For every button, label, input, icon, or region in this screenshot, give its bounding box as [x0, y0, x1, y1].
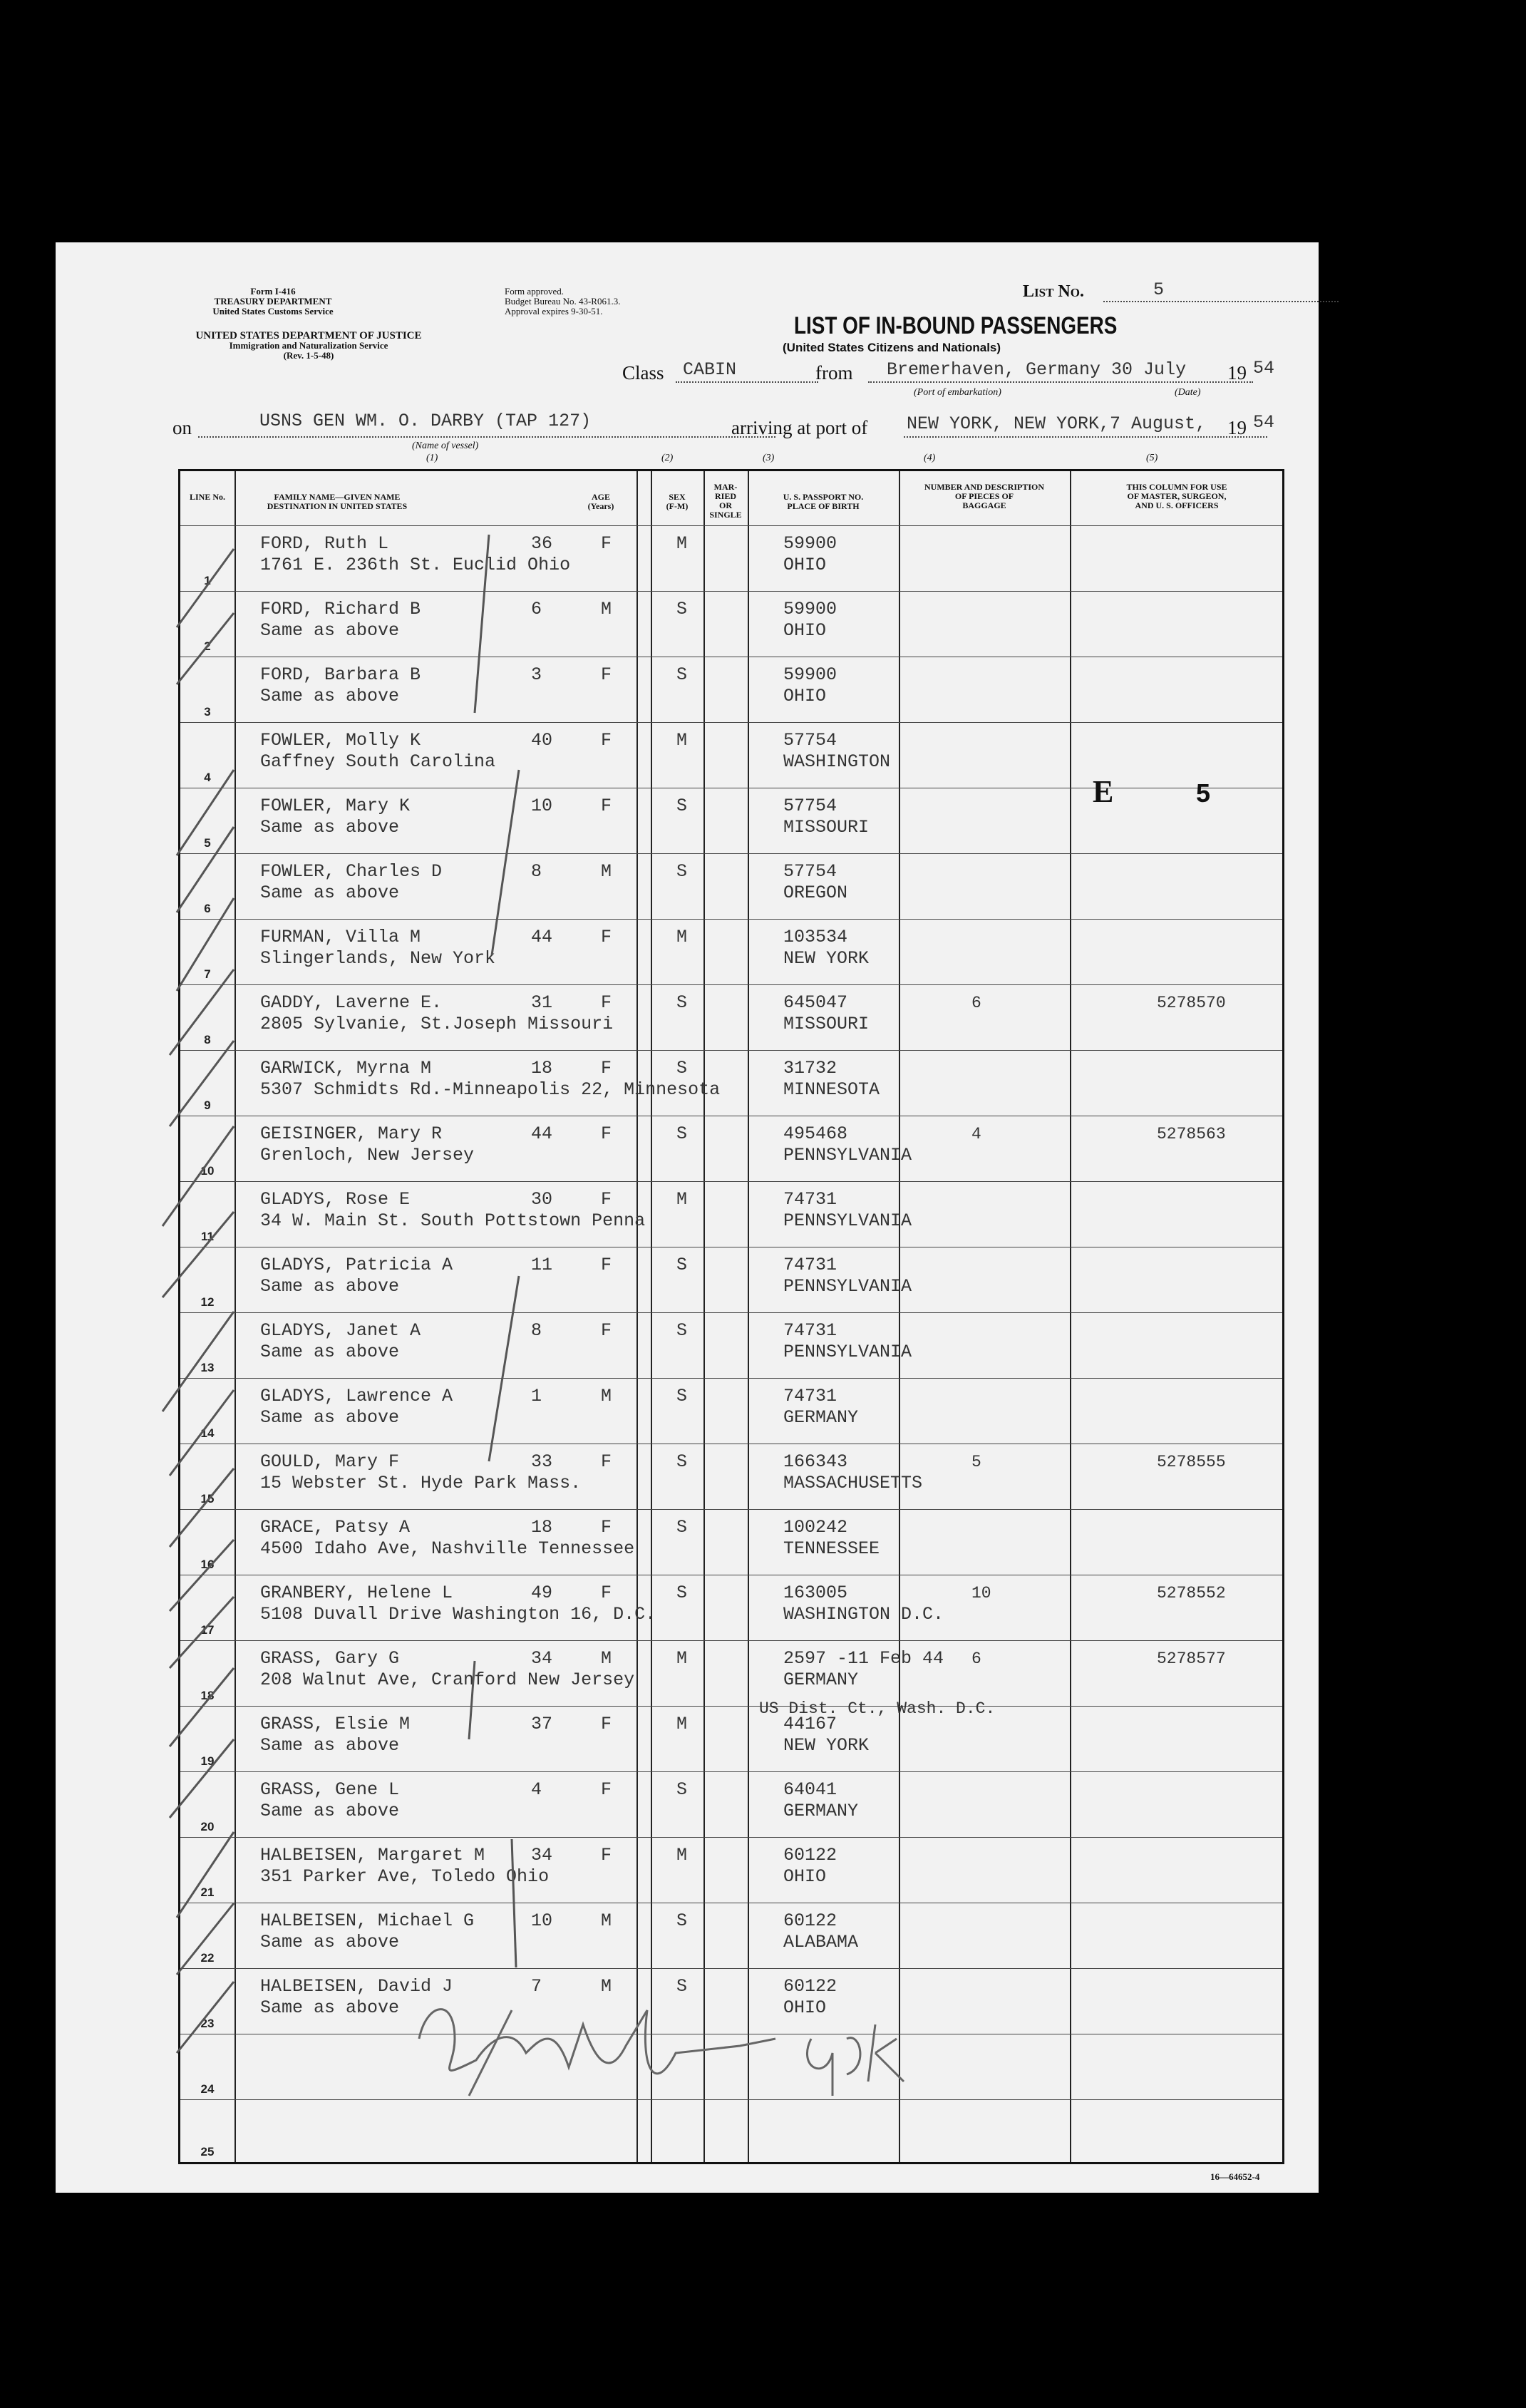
justice-label: UNITED STATES DEPARTMENT OF JUSTICE: [195, 330, 422, 341]
arriving-value: NEW YORK, NEW YORK,7 August,: [907, 413, 1207, 434]
line-number: 6: [204, 902, 211, 915]
passenger-age: 1: [531, 1386, 542, 1406]
passenger-destination: Same as above: [260, 1997, 400, 2018]
stamp-number: 5: [1196, 778, 1211, 808]
place-of-birth: OHIO: [783, 555, 827, 575]
passenger-name: GRANBERY, Helene L: [260, 1583, 453, 1603]
passenger-age: 34: [531, 1845, 553, 1866]
passport-number: 103534: [783, 927, 848, 947]
passenger-destination: Same as above: [260, 1342, 400, 1362]
passport-number: 57754: [783, 730, 837, 751]
baggage-count: 6: [971, 994, 981, 1012]
passport-number: 60122: [783, 1976, 837, 1997]
tick-mark: [170, 1739, 234, 1818]
passenger-sex: F: [601, 1451, 612, 1472]
passenger-age: 8: [531, 861, 542, 882]
arrival-year-value: 54: [1253, 412, 1275, 433]
place-of-birth: OHIO: [783, 1997, 827, 2018]
passport-number: 74731: [783, 1255, 837, 1275]
baggage-count: 6: [971, 1650, 981, 1668]
treasury-label: TREASURY DEPARTMENT: [214, 296, 332, 307]
passenger-destination: 1761 E. 236th St. Euclid Ohio: [260, 555, 571, 575]
passenger-name: FOWLER, Charles D: [260, 861, 443, 882]
passenger-sex: F: [601, 1058, 612, 1079]
marital-status: S: [676, 1123, 688, 1144]
tick-mark: [177, 827, 234, 912]
customs-label: United States Customs Service: [212, 306, 334, 317]
line-number: 12: [200, 1295, 215, 1309]
passport-number: 74731: [783, 1320, 837, 1341]
place-of-birth: PENNSYLVANIA: [783, 1276, 912, 1297]
passenger-age: 40: [531, 730, 553, 751]
arrival-year-prefix: 19: [1227, 417, 1247, 438]
baggage-count: 10: [971, 1584, 991, 1602]
year-value: 54: [1253, 358, 1275, 379]
tick-mark: [170, 1668, 234, 1746]
place-of-birth: PENNSYLVANIA: [783, 1210, 912, 1231]
passenger-name: GEISINGER, Mary R: [260, 1123, 443, 1144]
line-number: 19: [200, 1754, 215, 1768]
list-no-label: List No.: [1023, 282, 1084, 301]
place-of-birth: NEW YORK: [783, 948, 870, 969]
passenger-age: 10: [531, 1910, 553, 1931]
passenger-name: FOWLER, Molly K: [260, 730, 421, 751]
marital-status: S: [676, 796, 688, 816]
passenger-age: 6: [531, 599, 542, 619]
passenger-sex: F: [601, 1845, 612, 1866]
document-subtitle: (United States Citizens and Nationals): [783, 341, 1001, 354]
place-of-birth: GERMANY: [783, 1669, 859, 1690]
class-label: Class: [622, 362, 664, 384]
date-caption: (Date): [1175, 387, 1201, 398]
marital-status: S: [676, 1910, 688, 1931]
line-number: 8: [204, 1033, 211, 1046]
officer-code: 5278570: [1157, 994, 1226, 1012]
revision-label: (Rev. 1-5-48): [283, 350, 334, 361]
marital-status: M: [676, 1189, 688, 1210]
line-number: 2: [204, 639, 211, 653]
passenger-sex: F: [601, 730, 612, 751]
check-mark-stroke: [492, 770, 519, 955]
header-passport: U. S. PASSPORT NO. PLACE OF BIRTH: [783, 492, 864, 511]
marital-status: S: [676, 1320, 688, 1341]
form-id: Form I-416: [250, 286, 296, 297]
passenger-destination: Grenloch, New Jersey: [260, 1145, 475, 1166]
line-number: 16: [200, 1558, 215, 1571]
passenger-sex: F: [601, 1517, 612, 1538]
line-number: 22: [200, 1951, 215, 1965]
passenger-age: 36: [531, 533, 553, 554]
passenger-destination: 351 Parker Ave, Toledo Ohio: [260, 1866, 550, 1887]
line-number: 21: [200, 1885, 215, 1899]
tick-mark: [170, 1041, 234, 1126]
handwritten-marks: [56, 242, 1319, 2193]
tick-mark: [177, 613, 234, 684]
check-mark-stroke: [469, 1661, 475, 1739]
line-number: 17: [200, 1623, 215, 1637]
passenger-name: GLADYS, Lawrence A: [260, 1386, 453, 1406]
passenger-name: HALBEISEN, David J: [260, 1976, 453, 1997]
passenger-destination: 2805 Sylvanie, St.Joseph Missouri: [260, 1014, 614, 1034]
passport-number: 100242: [783, 1517, 848, 1538]
passenger-sex: F: [601, 1189, 612, 1210]
marital-status: S: [676, 861, 688, 882]
passenger-name: GRACE, Patsy A: [260, 1517, 411, 1538]
passenger-destination: Same as above: [260, 686, 400, 706]
tick-mark: [163, 1126, 234, 1226]
passenger-age: 34: [531, 1648, 553, 1669]
place-of-birth: TENNESSEE: [783, 1538, 880, 1559]
passenger-sex: F: [601, 992, 612, 1013]
line-number: 13: [200, 1361, 215, 1374]
passenger-name: GRASS, Gary G: [260, 1648, 400, 1669]
passenger-destination: 5307 Schmidts Rd.-Minneapolis 22, Minnesota: [260, 1079, 721, 1100]
tick-mark: [170, 1540, 234, 1611]
passenger-name: FORD, Barbara B: [260, 664, 421, 685]
passport-number: 59900: [783, 533, 837, 554]
place-of-birth: ALABAMA: [783, 1932, 859, 1952]
marital-status: M: [676, 927, 688, 947]
form-paper: [56, 242, 1319, 2193]
passenger-destination: 15 Webster St. Hyde Park Mass.: [260, 1473, 582, 1493]
passenger-sex: M: [601, 1976, 612, 1997]
baggage-count: 5: [971, 1453, 981, 1471]
place-of-birth: OHIO: [783, 1866, 827, 1887]
col-number-5: (5): [1146, 453, 1158, 463]
passport-number: 74731: [783, 1189, 837, 1210]
line-number: 24: [200, 2082, 215, 2096]
passenger-age: 31: [531, 992, 553, 1013]
place-of-birth: NEW YORK: [783, 1735, 870, 1756]
passenger-destination: Same as above: [260, 1735, 400, 1756]
document-title: LIST OF IN-BOUND PASSENGERS: [794, 312, 1118, 339]
passenger-destination: Same as above: [260, 1932, 400, 1952]
baggage-count: 4: [971, 1125, 981, 1143]
from-value: Bremerhaven, Germany 30 July: [887, 359, 1187, 380]
line-number: 11: [201, 1230, 214, 1243]
passenger-age: 7: [531, 1976, 542, 1997]
passenger-name: FORD, Ruth L: [260, 533, 389, 554]
tick-mark: [163, 1312, 234, 1411]
officer-code: 5278555: [1157, 1453, 1226, 1471]
passenger-name: GRASS, Elsie M: [260, 1714, 411, 1734]
passenger-name: GOULD, Mary F: [260, 1451, 400, 1472]
place-of-birth: MINNESOTA: [783, 1079, 880, 1100]
check-mark-stroke: [475, 535, 489, 713]
approval-line: Form approved.: [505, 286, 564, 297]
tick-mark: [177, 770, 234, 855]
place-of-birth: MISSOURI: [783, 817, 870, 838]
passenger-name: HALBEISEN, Michael G: [260, 1910, 475, 1931]
marital-status: M: [676, 1714, 688, 1734]
passenger-destination: Same as above: [260, 1276, 400, 1297]
marital-status: S: [676, 1058, 688, 1079]
officer-code: 5278552: [1157, 1584, 1226, 1602]
header-baggage: NUMBER AND DESCRIPTION OF PIECES OF BAGGAGE: [924, 482, 1045, 510]
line-number: 4: [204, 771, 211, 784]
header-sex: SEX (F-M): [666, 492, 689, 511]
marital-status: S: [676, 1779, 688, 1800]
line-number: 5: [204, 836, 211, 850]
marital-status: S: [676, 1255, 688, 1275]
marital-status: M: [676, 730, 688, 751]
place-of-birth: MASSACHUSETTS: [783, 1473, 923, 1493]
passenger-sex: M: [601, 1386, 612, 1406]
passport-number: 74731: [783, 1386, 837, 1406]
passenger-age: 33: [531, 1451, 553, 1472]
passenger-sex: F: [601, 664, 612, 685]
line-number: 25: [200, 2145, 215, 2159]
place-of-birth: OREGON: [783, 883, 848, 903]
passenger-destination: 34 W. Main St. South Pottstown Penna: [260, 1210, 646, 1231]
header-officers: THIS COLUMN FOR USE OF MASTER, SURGEON, AND U. S. OFFICERS: [1126, 482, 1227, 510]
passenger-sex: F: [601, 1779, 612, 1800]
ins-label: Immigration and Naturalization Service: [229, 340, 388, 351]
passport-number: 31732: [783, 1058, 837, 1079]
header-married: MAR- RIED OR SINGLE: [709, 482, 742, 520]
line-number: 18: [200, 1689, 215, 1702]
line-number: 3: [204, 705, 211, 719]
marital-status: S: [676, 992, 688, 1013]
list-no-value: 5: [1153, 279, 1165, 300]
passenger-sex: F: [601, 1255, 612, 1275]
passenger-name: GLADYS, Janet A: [260, 1320, 421, 1341]
passport-number: 57754: [783, 861, 837, 882]
line-number: 14: [200, 1426, 215, 1440]
tick-mark: [170, 1468, 234, 1547]
approval-line: Approval expires 9-30-51.: [505, 306, 603, 317]
officer-code: 5278577: [1157, 1650, 1226, 1668]
passenger-destination: 4500 Idaho Ave, Nashville Tennessee: [260, 1538, 635, 1559]
header-age: AGE (Years): [587, 492, 614, 511]
passenger-destination: 5108 Duvall Drive Washington 16, D.C.: [260, 1604, 656, 1625]
passenger-destination: Same as above: [260, 817, 400, 838]
passenger-sex: F: [601, 796, 612, 816]
passenger-name: GRASS, Gene L: [260, 1779, 400, 1800]
port-caption: (Port of embarkation): [914, 387, 1001, 398]
passenger-age: 49: [531, 1583, 553, 1603]
passenger-destination: Same as above: [260, 620, 400, 641]
passenger-age: 18: [531, 1517, 553, 1538]
line-number: 7: [204, 967, 211, 981]
tick-mark: [170, 969, 234, 1055]
passport-number: 44167: [783, 1714, 837, 1734]
marital-status: S: [676, 664, 688, 685]
stamp-letter: E: [1093, 774, 1114, 809]
passenger-name: FOWLER, Mary K: [260, 796, 411, 816]
passport-number: 2597 -11 Feb 44: [783, 1648, 944, 1669]
passenger-sex: M: [601, 1648, 612, 1669]
passenger-sex: M: [601, 861, 612, 882]
place-of-birth: GERMANY: [783, 1407, 859, 1428]
vessel-value: USNS GEN WM. O. DARBY (TAP 127): [259, 411, 592, 431]
place-of-birth: GERMANY: [783, 1801, 859, 1821]
tick-mark: [177, 1982, 234, 2053]
passenger-name: HALBEISEN, Margaret M: [260, 1845, 485, 1866]
passport-number: 163005: [783, 1583, 848, 1603]
passenger-age: 10: [531, 796, 553, 816]
passenger-sex: F: [601, 1320, 612, 1341]
header-line-no: LINE No.: [189, 492, 225, 502]
passenger-destination: 208 Walnut Ave, Cranford New Jersey: [260, 1669, 635, 1690]
passenger-name: GLADYS, Rose E: [260, 1189, 411, 1210]
marital-status: S: [676, 599, 688, 619]
passenger-name: GARWICK, Myrna M: [260, 1058, 432, 1079]
passenger-name: GLADYS, Patricia A: [260, 1255, 453, 1275]
tick-mark: [170, 1390, 234, 1476]
line-number: 15: [200, 1492, 215, 1506]
passport-number: 60122: [783, 1910, 837, 1931]
check-mark-stroke: [489, 1276, 519, 1461]
place-of-birth: PENNSYLVANIA: [783, 1342, 912, 1362]
marital-status: S: [676, 1583, 688, 1603]
tick-mark: [177, 549, 234, 627]
passport-number: 59900: [783, 664, 837, 685]
line-number: 1: [204, 574, 211, 587]
line-number: 20: [200, 1820, 215, 1833]
place-of-birth: WASHINGTON: [783, 751, 891, 772]
passenger-age: 37: [531, 1714, 553, 1734]
passenger-age: 18: [531, 1058, 553, 1079]
passenger-age: 44: [531, 1123, 553, 1144]
class-value: CABIN: [683, 359, 737, 380]
line-number: 10: [200, 1164, 215, 1178]
passport-number: 59900: [783, 599, 837, 619]
col-number-1: (1): [426, 453, 438, 463]
arriving-label: arriving at port of: [731, 417, 868, 438]
passenger-sex: M: [601, 1910, 612, 1931]
passport-number: 166343: [783, 1451, 848, 1472]
passenger-destination: Same as above: [260, 883, 400, 903]
footer-code: 16—64652-4: [1210, 2171, 1260, 2182]
marital-status: S: [676, 1976, 688, 1997]
passenger-destination: Slingerlands, New York: [260, 948, 496, 969]
passenger-sex: M: [601, 599, 612, 619]
place-of-birth: OHIO: [783, 686, 827, 706]
passenger-sex: F: [601, 1123, 612, 1144]
on-label: on: [172, 417, 192, 438]
passenger-sex: F: [601, 1714, 612, 1734]
marital-status: S: [676, 1451, 688, 1472]
passport-number: 60122: [783, 1845, 837, 1866]
marital-status: M: [676, 1648, 688, 1669]
tick-mark: [177, 1903, 234, 1975]
marital-status: S: [676, 1386, 688, 1406]
marital-status: M: [676, 533, 688, 554]
passenger-age: 30: [531, 1189, 553, 1210]
passenger-age: 4: [531, 1779, 542, 1800]
tick-mark: [177, 1832, 234, 1918]
passenger-name: FURMAN, Villa M: [260, 927, 421, 947]
check-mark-stroke: [512, 1839, 516, 1967]
passport-number: 57754: [783, 796, 837, 816]
col-number-2: (2): [661, 453, 674, 463]
officer-code: 5278563: [1157, 1125, 1226, 1143]
passenger-age: 44: [531, 927, 553, 947]
passenger-age: 11: [531, 1255, 553, 1275]
passenger-name: FORD, Richard B: [260, 599, 421, 619]
passenger-destination: Gaffney South Carolina: [260, 751, 496, 772]
line-number: 9: [204, 1098, 211, 1112]
passenger-sex: F: [601, 533, 612, 554]
col-number-3: (3): [763, 453, 775, 463]
col-number-4: (4): [924, 453, 936, 463]
tick-mark: [163, 1212, 234, 1297]
passenger-sex: F: [601, 1583, 612, 1603]
passport-number: 64041: [783, 1779, 837, 1800]
tick-mark: [177, 898, 234, 991]
tick-mark: [170, 1597, 234, 1668]
passport-issuer-note: US Dist. Ct., Wash. D.C.: [759, 1699, 996, 1718]
place-of-birth: WASHINGTON D.C.: [783, 1604, 944, 1625]
line-number: 23: [200, 2017, 215, 2030]
passenger-destination: Same as above: [260, 1407, 400, 1428]
passenger-name: GADDY, Laverne E.: [260, 992, 443, 1013]
marital-status: S: [676, 1517, 688, 1538]
marital-status: M: [676, 1845, 688, 1866]
passenger-destination: Same as above: [260, 1801, 400, 1821]
passenger-age: 3: [531, 664, 542, 685]
header-name: FAMILY NAME—GIVEN NAME DESTINATION IN UNITED STATES: [267, 492, 408, 511]
passport-number: 495468: [783, 1123, 848, 1144]
place-of-birth: OHIO: [783, 620, 827, 641]
place-of-birth: MISSOURI: [783, 1014, 870, 1034]
approval-line: Budget Bureau No. 43-R061.3.: [505, 296, 621, 307]
passport-number: 645047: [783, 992, 848, 1013]
passenger-sex: F: [601, 927, 612, 947]
vessel-caption: (Name of vessel): [412, 441, 479, 451]
place-of-birth: PENNSYLVANIA: [783, 1145, 912, 1166]
signature: [419, 2010, 904, 2096]
from-label: from: [815, 362, 853, 384]
passenger-age: 8: [531, 1320, 542, 1341]
year-prefix: 19: [1227, 362, 1247, 384]
